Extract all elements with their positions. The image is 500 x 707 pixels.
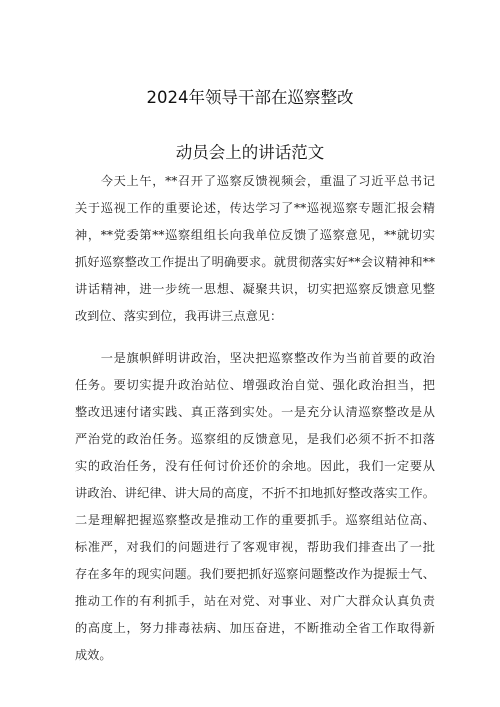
- paragraph-2: [75, 345, 435, 669]
- text-line: 抓好巡察整改工作提出了明确要求。就贯彻落实好**会议精神和**: [75, 255, 435, 269]
- text-line: 标准严，对我们的问题进行了客观审视，帮助我们排查出了一批: [75, 540, 435, 554]
- text-line: 神，**党委第**巡察组组长向我单位反馈了巡察意见，**就切实: [75, 228, 435, 242]
- text-line: 的高度上，努力排毒祛病、加压奋进，不断推动全省工作取得新: [75, 621, 435, 635]
- text-line: 推动工作的有利抓手，站在对党、对事业、对广大群众认真负责: [75, 594, 435, 608]
- text-line: 存在多年的现实问题。我们要把抓好巡察问题整改作为提振士气、: [75, 567, 435, 581]
- text-line: 讲政治、讲纪律、讲大局的高度，不折不扣地抓好整改落实工作。: [75, 486, 435, 500]
- text-line: 今天上午，**召开了巡察反馈视频会，重温了习近平总书记: [75, 174, 435, 188]
- paragraph-1: [75, 168, 435, 330]
- text-line: 成效。: [75, 648, 112, 662]
- text-line: 二是理解把握巡察整改是推动工作的重要抓手。巡察组站位高、: [75, 513, 435, 527]
- document-title-line2: 动员会上的讲话范文: [175, 143, 325, 162]
- document-title-line1: 2024年领导干部在巡察整改: [146, 88, 354, 107]
- text-line: 一是旗帜鲜明讲政治，坚决把巡察整改作为当前首要的政治: [75, 351, 435, 365]
- text-line: 改到位、落实到位，我再讲三点意见：: [75, 309, 283, 323]
- text-line: 任务。要切实提升政治站位、增强政治自觉、强化政治担当，把: [75, 378, 435, 392]
- text-line: 讲话精神，进一步统一思想、凝聚共识，切实把巡察反馈意见整: [75, 282, 435, 296]
- text-line: 严治党的政治任务。巡察组的反馈意见，是我们必须不折不扣落: [75, 432, 435, 446]
- text-line: 关于巡视工作的重要论述，传达学习了**巡视巡察专题汇报会精: [75, 201, 435, 215]
- text-line: 整改迅速付诸实践、真正落到实处。一是充分认清巡察整改是从: [75, 405, 435, 419]
- text-line: 实的政治任务，没有任何讨价还价的余地。因此，我们一定要从: [75, 459, 435, 473]
